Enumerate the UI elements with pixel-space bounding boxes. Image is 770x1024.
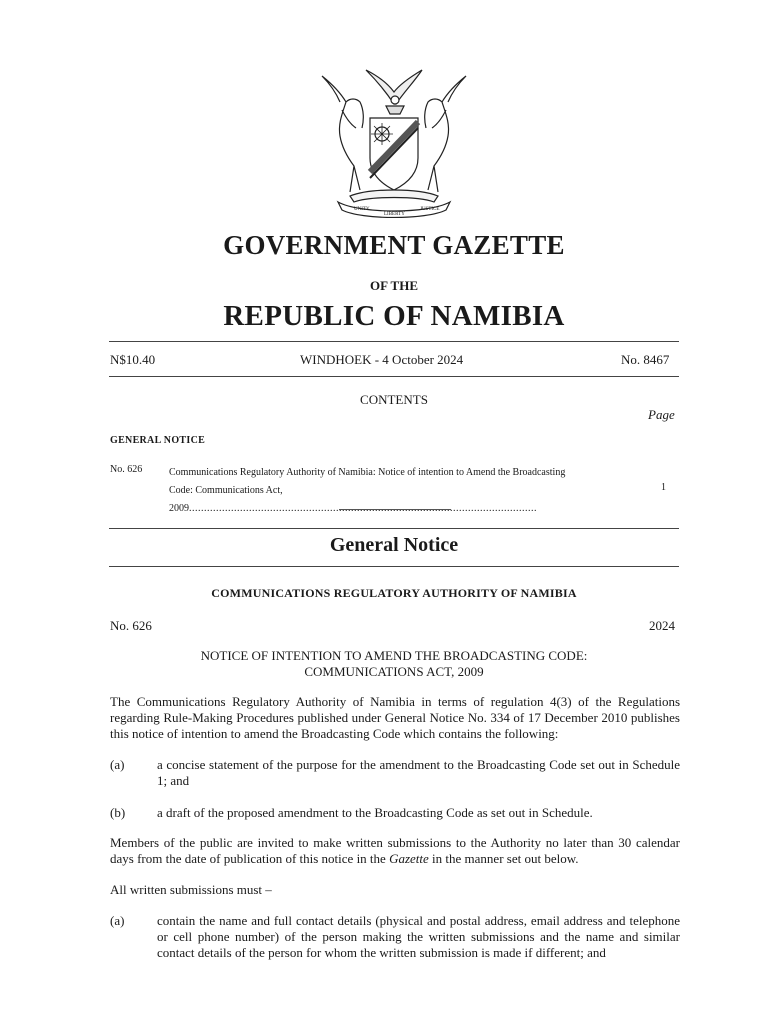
submission-a-text: contain the name and full contact details (physical and postal address, email address and telephone or cell phone number) of the person making the written submissions and the name and similar contact details of the person for whom the written submission is made if different; and (157, 913, 680, 960)
svg-text:LIBERTY: LIBERTY (384, 212, 405, 217)
toc-entry-page: 1 (661, 482, 666, 493)
members-paragraph (110, 835, 680, 867)
notice-title-line2: COMMUNICATIONS ACT, 2009 (304, 664, 484, 679)
header-rule-top (109, 341, 679, 342)
members-text-end: in the manner set out below. (428, 851, 579, 866)
section-rule-bottom (109, 566, 679, 567)
header-rule-bottom (109, 376, 679, 377)
gazette-title: GOVERNMENT GAZETTE (223, 230, 565, 260)
toc-entry-line1: Communications Regulatory Authority of Namibia: Notice of intention to Amend the Broadcasting (169, 467, 566, 478)
item-b-label: (b) (110, 805, 126, 820)
submissions-lead: All written submissions must – (110, 882, 272, 897)
svg-text:JUSTICE: JUSTICE (420, 207, 440, 212)
contents-section-heading: GENERAL NOTICE (110, 435, 206, 446)
toc-leader-dots: .................................................................................................................... (189, 503, 537, 514)
issue-price: N$10.40 (110, 352, 156, 367)
toc-entry-number: No. 626 (110, 464, 143, 475)
item-a-label: (a) (110, 757, 125, 772)
country-title: REPUBLIC OF NAMIBIA (223, 300, 565, 332)
page-column-label: Page (648, 407, 675, 422)
intro-paragraph: The Communications Regulatory Authority of Namibia in terms of regulation 4(3) of the Regulations regarding Rule-Making Procedures published under General Notice No. 334 of 17 December 2010 publishes this notice of intention to amend the Broadcasting Code which contains the following: (110, 694, 680, 741)
authority-heading: COMMUNICATIONS REGULATORY AUTHORITY OF NAMIBIA (211, 586, 577, 600)
section-rule-top (109, 528, 679, 529)
contents-heading: CONTENTS (360, 392, 428, 407)
notice-year: 2024 (649, 618, 675, 633)
issue-place-date: WINDHOEK - 4 October 2024 (300, 352, 464, 367)
coat-of-arms-icon (320, 62, 468, 218)
submission-a-label: (a) (110, 913, 125, 928)
toc-entry-line2 (169, 482, 649, 518)
contents-end-rule (339, 509, 451, 510)
gazette-subtitle: OF THE (369, 278, 419, 293)
notice-title (0, 648, 770, 680)
gazette-italic: Gazette (389, 851, 429, 866)
notice-number: No. 626 (110, 618, 152, 633)
item-b-text: a draft of the proposed amendment to the Broadcasting Code as set out in Schedule. (157, 805, 593, 820)
members-text-start: Members of the public are invited to make written submissions to the Authority no later than 30 calendar days from the date of publication of this notice in the (110, 835, 680, 866)
section-title: General Notice (329, 534, 459, 556)
svg-text:UNITY: UNITY (354, 207, 370, 212)
item-a-text: a concise statement of the purpose for the amendment to the Broadcasting Code set out in Schedule 1; and (157, 757, 680, 788)
issue-number: No. 8467 (621, 352, 670, 367)
toc-entry-line2-text: Code: Communications Act, 2009 (169, 485, 283, 514)
notice-title-line1: NOTICE OF INTENTION TO AMEND THE BROADCASTING CODE: (200, 648, 588, 663)
